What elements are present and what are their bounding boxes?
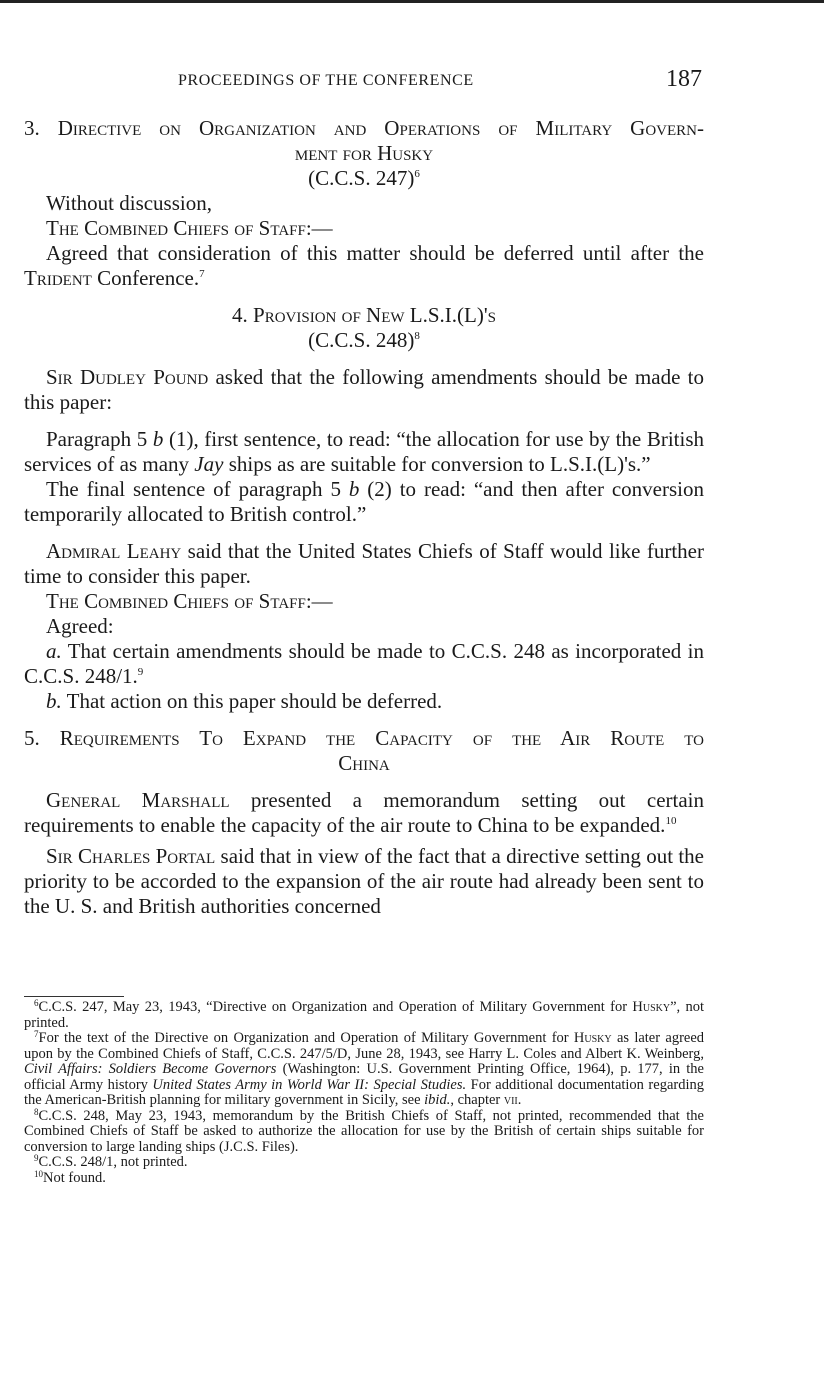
section-4-ref: (C.C.S. 248)$^8$ [308,328,420,352]
section-5-heading: 5. Requirements To Expand the Capacity of the Air Route to [24,726,704,750]
top-border-line [0,0,824,3]
page-header [24,66,704,100]
document-body [24,116,704,919]
section-4-item-a: a. That certain amendments should be made to C.C.S. 248 as incorporated in C.C.S. 248/1.$^9$ [24,639,704,688]
footnote-ref-6: 6 [414,168,420,180]
section-5-para-1: General Marshall presented a memorandum setting out certain requirements to enable the capacity of the air route to China to be expanded.$^{10}$ [24,788,704,837]
section-3-ref: (C.C.S. 247)$^6$ [308,166,420,190]
section-4-item-b: b. That action on this paper should be deferred. [46,689,443,713]
footnote-ref-8: 8 [414,330,420,342]
section-3-para-3: Agreed that consideration of this matter should be deferred until after the Trident Conference.$^7$ [24,241,704,290]
footnote-rule [24,996,124,997]
running-head: PROCEEDINGS OF THE CONFERENCE [178,72,474,89]
footnote-8: $^8$C.C.S. 248, May 23, 1943, memorandum by the British Chiefs of Staff, not printed, recommended that the Combined Chiefs of Staff be asked to authorize the allocation for use by the British of certain ships suitable for conversion to large landing ships (J.C.S. Files). [24,1106,704,1155]
section-4-para-6: Agreed: [46,614,114,638]
section-4-para-1: Sir Dudley Pound asked that the following amendments should be made to this paper: [24,365,704,414]
footnotes [24,1000,704,1186]
section-4-heading: 4. Provision of New L.S.I.(L)'s [232,303,496,327]
footnote-9: $^9$C.C.S. 248/1, not printed. [34,1153,188,1170]
section-3-heading-cont: ment for Husky [294,141,434,165]
section-4-para-5: The Combined Chiefs of Staff:— [46,589,333,613]
footnote-ref-9: 9 [137,666,144,678]
footnote-ref-10: 10 [665,815,677,827]
footnote-6: $^6$C.C.S. 247, May 23, 1943, “Directive on Organization and Operation of Military Government for Husky”, not printed. [24,998,705,1031]
section-4-para-3: The final sentence of paragraph 5 b (2) to read: “and then after conversion temporarily allocated to British control.” [24,477,704,526]
footnote-ref-7: 7 [199,268,205,280]
section-4-para-2: Paragraph 5 b (1), first sentence, to read: “the allocation for use by the British services of as many Jay ships as are suitable for conversion to L.S.I.(L)'s.” [24,427,705,476]
section-3-para-2: The Combined Chiefs of Staff:— [46,216,333,240]
section-4-para-4: Admiral Leahy said that the United States Chiefs of Staff would like further time to consider this paper. [24,539,704,588]
page-number: 187 [666,66,702,92]
section-5-heading-cont: China [338,751,390,775]
section-5-para-2: Sir Charles Portal said that in view of the fact that a directive setting out the priority to be accorded to the expansion of the air route had already been sent to the U. S. and British authorities concerned [24,844,704,918]
section-3-para-1: Without discussion, [46,191,212,215]
section-3-heading: 3. Directive on Organization and Operations of Military Govern- [24,116,704,140]
footnote-10: $^{10}$Not found. [34,1168,106,1186]
footnote-7: $^7$For the text of the Directive on Organization and Operation of Military Government for Husky as later agreed upon by the Combined Chiefs of Staff, C.C.S. 247/5/D, June 28, 1943, see Harry L. Coles and Albert K. Weinberg, Civil Affairs: Soldiers Become Governors (Washington: U.S. Government Printing Office, 1964), p. 177, in the official Army history United States Army in World War II: Special Studies. For additional documentation regarding the American-British planning for military government in Sicily, see ibid., chapter vii. [24,1029,705,1108]
